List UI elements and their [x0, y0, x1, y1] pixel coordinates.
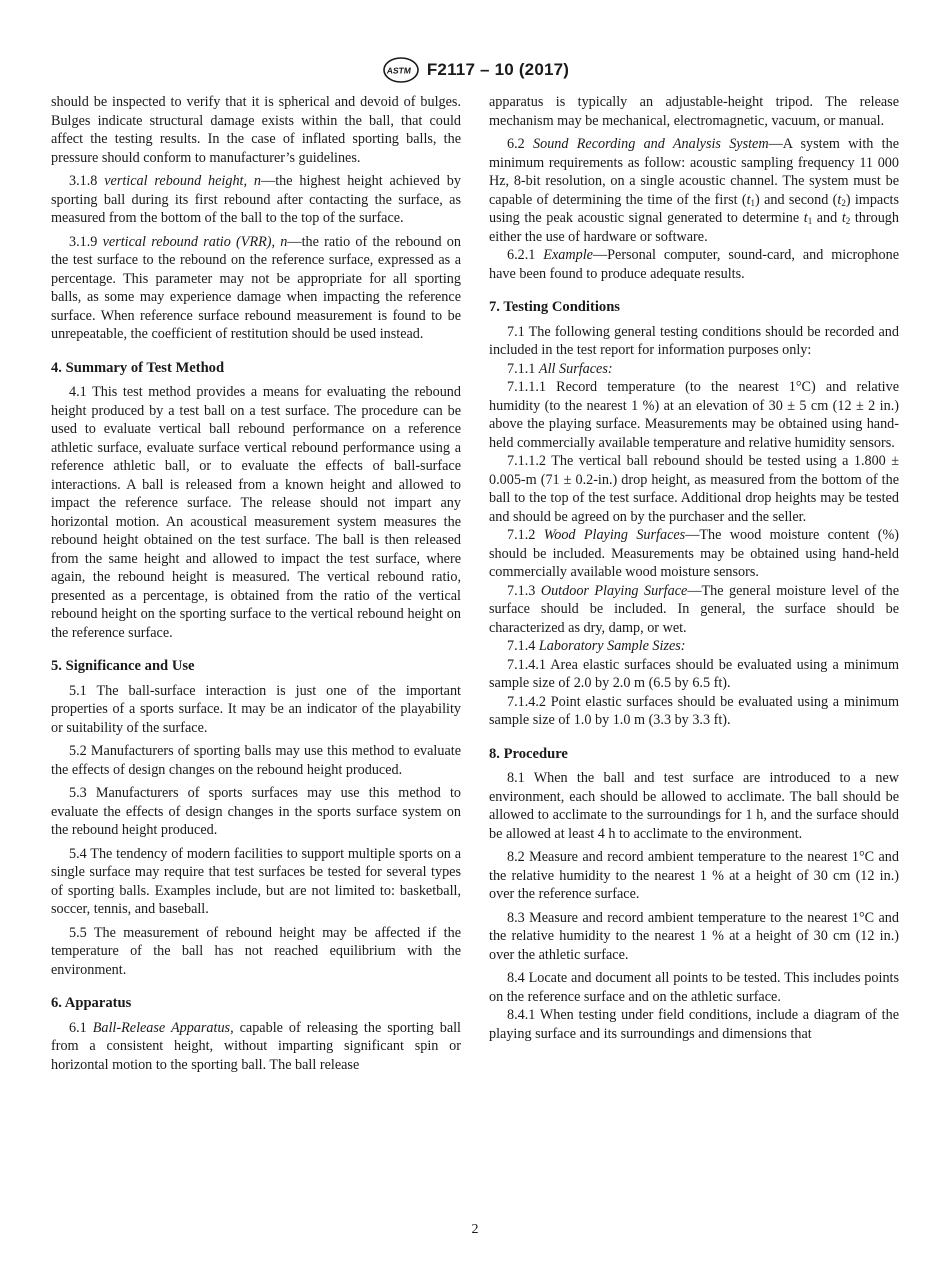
page-number: 2: [471, 1222, 479, 1237]
paragraph-6-1: 6.1 Ball-Release Apparatus, capable of releasing the sporting ball from a consistent height, without imparting significant spin or horizontal motion to the sporting ball. The ball release: [51, 1019, 461, 1073]
paragraph-7-1-3: 7.1.3 Outdoor Playing Surface—The general moisture level of the surface should be included. In general, the surface should be characterized as dry, damp, or wet.: [489, 582, 899, 636]
paragraph-7-1-2: 7.1.2 Wood Playing Surfaces—The wood moisture content (%) should be included. Measurements may be obtained using hand-held commercially available wood moisture sensors.: [489, 527, 899, 580]
paragraph-7-1: 7.1 The following general testing conditions should be recorded and included in the test report for information purposes only:: [489, 323, 899, 358]
paragraph-8-2: 8.2 Measure and record ambient temperature to the nearest 1°C and the relative humidity to the nearest 1 % at a height of 30 cm (12 in.) over the reference surface.: [489, 849, 899, 902]
paragraph-8-4: 8.4 Locate and document all points to be tested. This includes points on the reference surface and on the athletic surface.: [489, 970, 899, 1005]
paragraph-7-1-4: 7.1.4 Laboratory Sample Sizes:: [507, 638, 686, 654]
astm-logo-icon: [381, 56, 421, 84]
page-header: [0, 56, 950, 84]
document-designation: F2117 – 10 (2017): [426, 60, 570, 79]
paragraph-5-5: 5.5 The measurement of rebound height may be affected if the temperature of the ball has not reached equilibrium with the environment.: [51, 924, 461, 978]
paragraph-7-1-4-2: 7.1.4.2 Point elastic surfaces should be evaluated using a minimum sample size of 1.0 by 1.0 m (3.3 by 3.3 ft).: [489, 693, 899, 728]
paragraph-7-1-1-1: 7.1.1.1 Record temperature (to the nearest 1°C) and relative humidity (to the nearest 1 %) at an elevation of 30 ± 5 cm (12 ± 2 in.) above the playing surface. Measurements may be obtained using hand-held commercially available temperature and relative humidity sensors.: [489, 379, 899, 451]
paragraph-7-1-1: 7.1.1 All Surfaces:: [507, 360, 613, 377]
paragraph-7-1-1-2: 7.1.1.2 The vertical ball rebound should be tested using a 1.800 ± 0.005-m (71 ± 0.2-in.) drop height, as measured from the bottom of the ball to the top of the test surface. Additional drop heights may be tested and should be agreed on by the purchaser and the seller.: [489, 453, 899, 525]
paragraph-8-3: 8.3 Measure and record ambient temperature to the nearest 1°C and the relative humidity to the nearest 1 % at a height of 30 cm (12 in.) over the athletic surface.: [489, 909, 899, 963]
paragraph-3-1-8: 3.1.8 vertical rebound height, n—the highest height achieved by sporting ball during its first rebound after contacting the surface, as measured from the bottom of the ball to the top of the surface.: [51, 173, 461, 226]
paragraph-3-1-9: 3.1.9 vertical rebound ratio (VRR), n—the ratio of the rebound on the test surface to the rebound on the reference surface, expressed as a percentage. This parameter may not be appropriate for all sporting balls, as some may experience damage when impacting the reference surface. When reference surface rebound measurement is found to be unrepeatable, the coefficient of restitution should be used instead.: [51, 233, 461, 342]
paragraph-8-4-1: 8.4.1 When testing under field conditions, include a diagram of the playing surface and its surroundings and dimensions that: [489, 1007, 899, 1042]
paragraph-continued: apparatus is typically an adjustable-height tripod. The release mechanism may be mechanical, electromagnetic, vacuum, or manual.: [489, 94, 899, 129]
paragraph-7-1-4-1: 7.1.4.1 Area elastic surfaces should be evaluated using a minimum sample size of 2.0 by 2.0 m (6.5 by 6.5 ft).: [489, 656, 899, 691]
paragraph-5-3: 5.3 Manufacturers of sports surfaces may use this method to evaluate the effects of design changes in the sports surface system on the rebound height produced.: [51, 785, 461, 838]
section-heading-7: 7. Testing Conditions: [489, 299, 620, 315]
section-heading-6: 6. Apparatus: [51, 995, 132, 1011]
section-heading-5: 5. Significance and Use: [51, 658, 195, 674]
paragraph-5-2: 5.2 Manufacturers of sporting balls may use this method to evaluate the effects of design changes on the rebound height produced.: [51, 743, 461, 778]
svg-text:ASTM: ASTM: [386, 65, 412, 76]
left-column: [51, 93, 461, 1074]
paragraph-4-1: 4.1 This test method provides a means for evaluating the rebound height produced by a test ball on a test surface. The procedure can be used to evaluate vertical ball rebound performance on a reference athletic surface, evaluate surface vertical rebound performance using a reference athletic ball, or to evaluate the effects of ball-surface interactions. A ball is released from a known height and allowed to impact the reference surface. The release should not impart any horizontal motion. An acoustical measurement system measures the rebound height obtained on the test surface. The ball is then released from the same height and allowed to impact the test surface, where again, the rebound height is measured. The vertical rebound ratio, presented as a percentage, is obtained from the ratio of the vertical rebound height on the sporting surface to the vertical rebound height on the reference surface.: [51, 384, 461, 641]
section-heading-4: 4. Summary of Test Method: [51, 359, 225, 376]
section-heading-8: 8. Procedure: [489, 745, 568, 762]
paragraph-8-1: 8.1 When the ball and test surface are introduced to a new environment, each should be allowed to acclimate. The ball should be allowed to acclimate to the surroundings for 1 h, and the surface should be allowed at least 4 h to acclimate to the environment.: [489, 770, 899, 842]
paragraph-6-2: 6.2 Sound Recording and Analysis System—A system with the minimum requirements as follow: acoustic sampling frequency 11 000 Hz, 8-bit resolution, on a single acoustic channel. The system must be capable of determining the time of the first $(t_1)$ and second $(t_2)$ impacts using the peak acoustic signal generated to determine $t_1$ and $t_2$ through either the use of hardware or software.: [489, 136, 899, 245]
paragraph-continued: should be inspected to verify that it is spherical and devoid of bulges. Bulges indicate structural damage exists within the ball, that could affect the testing results. In the case of inflated sporting balls, the pressure should conform to manufacturer’s guidelines.: [51, 94, 461, 166]
paragraph-5-1: 5.1 The ball-surface interaction is just one of the important properties of a sports surface. It may be an indicator of the playability or suitability of the surface.: [51, 682, 461, 736]
right-column: [489, 93, 899, 1043]
paragraph-5-4: 5.4 The tendency of modern facilities to support multiple sports on a single surface may require that test surfaces be tested for several types of sporting balls. Examples include, but are not limited to: basketball, soccer, tennis, and baseball.: [51, 845, 461, 917]
paragraph-6-2-1: 6.2.1 Example—Personal computer, sound-card, and microphone have been found to produce adequate results.: [489, 247, 900, 282]
